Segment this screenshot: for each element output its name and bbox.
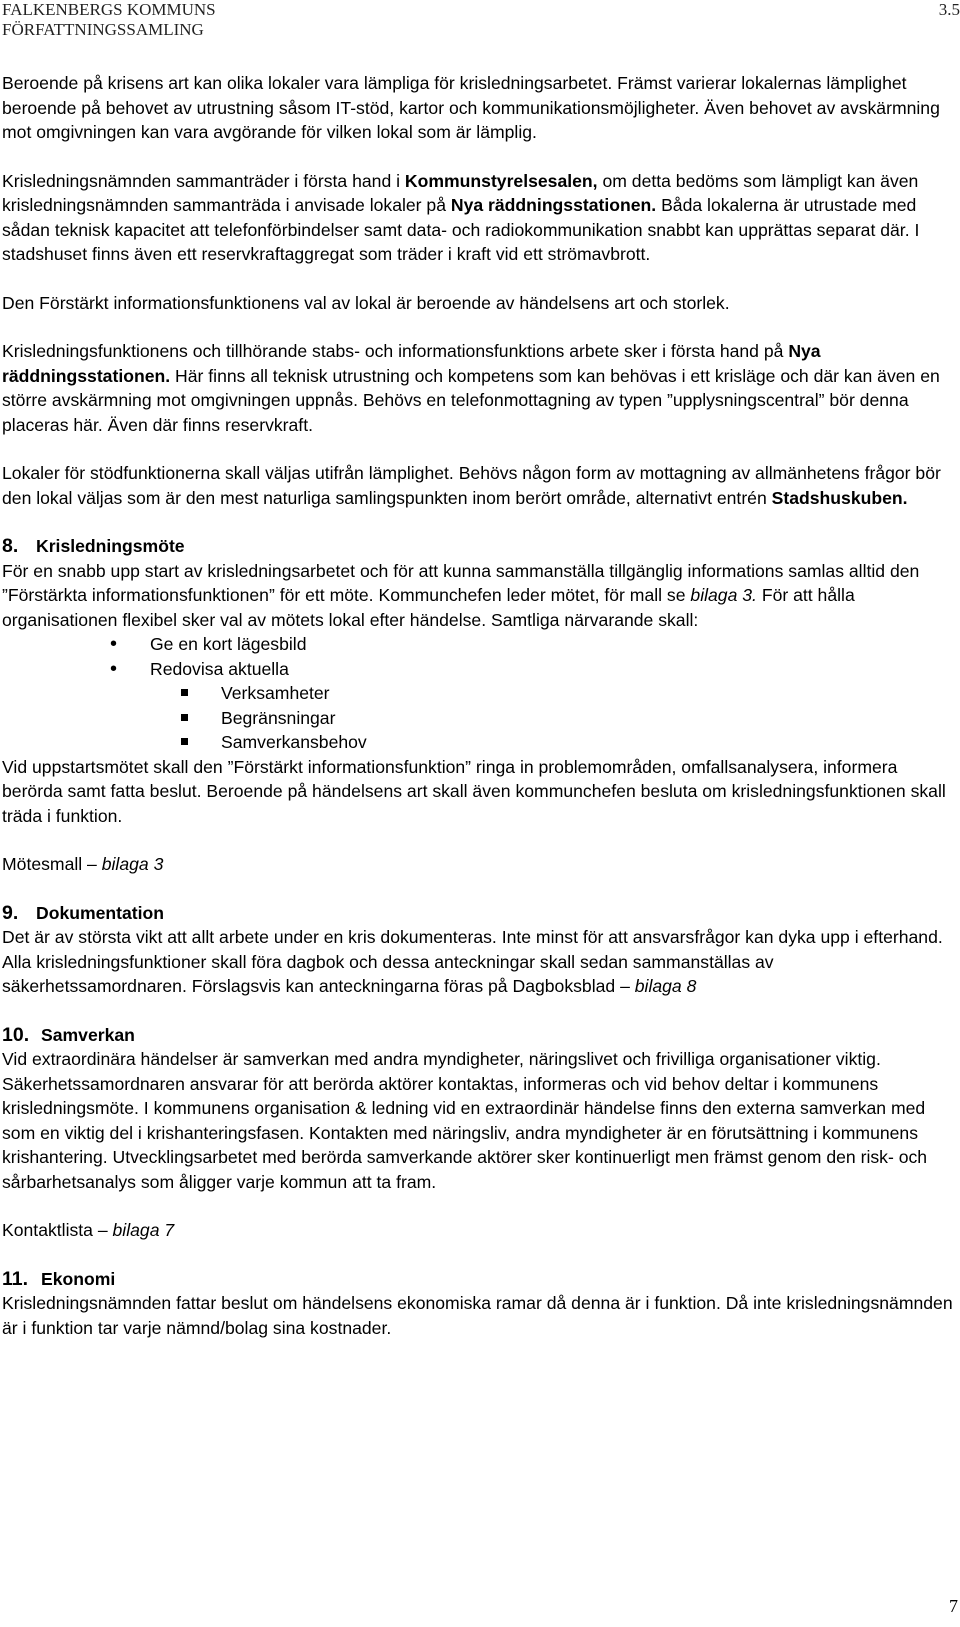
italic-bilaga-ref: bilaga 3. [690,585,757,605]
section-11-paragraph-1: Krisledningsnämnden fattar beslut om händelsens ekonomiska ramar då denna är i funktion. Då inte krisledningsnämnden är i funktion tar varje nämnd/bolag sina kostnader. [2,1293,953,1338]
intro-paragraph-3: Den Förstärkt informationsfunktionens val av lokal är beroende av händelsens art och storlek. [2,292,730,313]
section-10-heading [2,1023,954,1048]
intro-paragraph-5 [2,461,954,510]
text-run: Krisledningsnämnden sammanträder i första hand i [2,170,405,191]
sub-list-item: Samverkansbehov [181,730,954,755]
text-run: Båda lokalerna är utrustade med sådan teknisk kapacitet att telefonförbindelser samt data- och radiokommunikation snabbt kan upprättas separat där. I stadshuset finns även ett reservkraftaggregat som träder i kraft vid ett strömavbrott. [2,195,920,264]
section-8-paragraph-2: Vid uppstartsmötet skall den ”Förstärkt informationsfunktion” ringa in problemområden, omfallsanalysera, informera berörda samt fatta beslut. Beroende på händelsens art skall även kommunchefen besluta om krisledningsfunktionen skall träda i funktion. [2,756,946,826]
bullet-list [2,632,954,755]
bold-nya-raddningsstationen: Nya räddningsstationen. [450,195,657,215]
section-number: 10. [2,1023,30,1046]
text-run: Kontaktlista – [2,1220,113,1240]
document-body [2,71,954,1340]
section-10-paragraph-1: Vid extraordinära händelser är samverkan med andra myndigheter, näringslivet och frivilliga organisationer viktig. Säkerhetssamordnaren ansvarar för att berörda aktörer kontaktas, informeras och vid behov deltar i kommunens krisledningsmöte. I kommunens organisation & ledning vid en extraordinär händelse finns den externa samverkan med som en viktig del i krishanteringsfasen. Kontakten med näringsliv, andra myndigheter är en förutsättning i kommunens krishantering. Utvecklingsarbetet med berörda samverkande aktörer sker kontinuerligt men främst genom den risk- och sårbarhetsanalys som åligger varje kommun att ta fram. [2,1049,928,1192]
list-item [110,657,954,755]
intro-paragraph-4 [2,339,954,437]
page-header [0,0,960,44]
text-run: Det är av största vikt att allt arbete under en kris dokumenteras. Inte minst för att ansvarsfrågor kan dyka upp i efterhand. Alla krisledningsfunktioner skall föra dagbok och dessa anteckningar skall sedan sammanställas av säkerhetssamordnaren. Förslagsvis kan anteckningarna föras på Dagboksblad – [2,927,943,996]
section-8-reference [2,852,954,877]
header-series: FÖRFATTNINGSSAMLING [2,20,204,39]
list-item-label: Redovisa aktuella [150,658,289,679]
section-11-heading [2,1267,954,1292]
text-run: om detta bedöms som lämpligt kan även krisledningsnämnden sammanträda i anvisade lokaler på [2,170,919,215]
section-title: Samverkan [41,1024,135,1045]
section-8-paragraph-1 [2,559,954,633]
bold-nya-raddningsstationen-2: Nya räddningsstationen. [2,341,821,386]
section-9-paragraph-1 [2,925,954,999]
sub-bullet-list [150,681,954,755]
intro-paragraph-2 [2,169,954,267]
page-number: 7 [949,1596,958,1616]
section-8-heading [2,534,954,559]
sub-list-item: Verksamheter [181,681,954,706]
text-run: För att hålla organisationen flexibel sker val av mötets lokal efter händelse. Samtliga närvarande skall: [2,585,855,630]
intro-paragraph-1: Beroende på krisens art kan olika lokaler vara lämpliga för krisledningsarbetet. Främst varierar lokalernas lämplighet beroende på behovet av utrustning såsom IT-stöd, kartor och kommunikationsmöjligheter. Även behovet av avskärmning mot omgivningen kan vara avgörande för vilken lokal som är lämplig. [2,73,940,142]
section-10-reference [2,1218,954,1243]
section-number: 11. [2,1267,29,1290]
bold-stadshuskuben: Stadshuskuben. [771,487,908,508]
header-doc-number: 3.5 [938,0,960,19]
text-run: Lokaler för stödfunktionerna skall väljas utifrån lämplighet. Behövs någon form av mottagning av allmänhetens frågor bör den lokal väljas som är den mest naturliga samlingspunkten inom berört område, alternativt entrén [2,463,941,508]
list-item: • Ge en kort lägesbild [110,632,954,657]
bold-kommunstyrelsesalen: Kommunstyrelsesalen, [404,170,598,191]
section-number: 8. [2,535,19,557]
sub-list-item: Begränsningar [181,706,954,731]
section-title: Ekonomi [41,1268,116,1289]
section-title: Dokumentation [36,902,165,923]
header-org: FALKENBERGS KOMMUNS [2,0,216,19]
italic-bilaga-ref: bilaga 7 [112,1220,175,1240]
italic-bilaga-ref: bilaga 3 [101,854,164,874]
section-title: Krisledningsmöte [36,536,185,556]
text-run: Här finns all teknisk utrustning och kompetens som kan behövas i ett krisläge och där kan även en större avskärmning mot omgivningen uppnås. Behövs en telefonmottagning av typen ”upplysningscentral” bör denna placeras här. Även där finns reservkraft. [2,365,940,435]
text-run: Krisledningsfunktionens och tillhörande stabs- och informationsfunktions arbete sker i första hand på [2,341,789,361]
text-run: För en snabb upp start av krisledningsarbetet och för att kunna sammanställa tillgänglig informations samlas alltid den ”Förstärkta informationsfunktionen” för ett möte. Kommunchefen leder mötet, för mall se [2,560,920,605]
section-9-heading [2,901,954,926]
italic-bilaga-ref: bilaga 8 [634,976,697,996]
section-number: 9. [2,901,19,924]
text-run: Mötesmall – [2,854,102,874]
